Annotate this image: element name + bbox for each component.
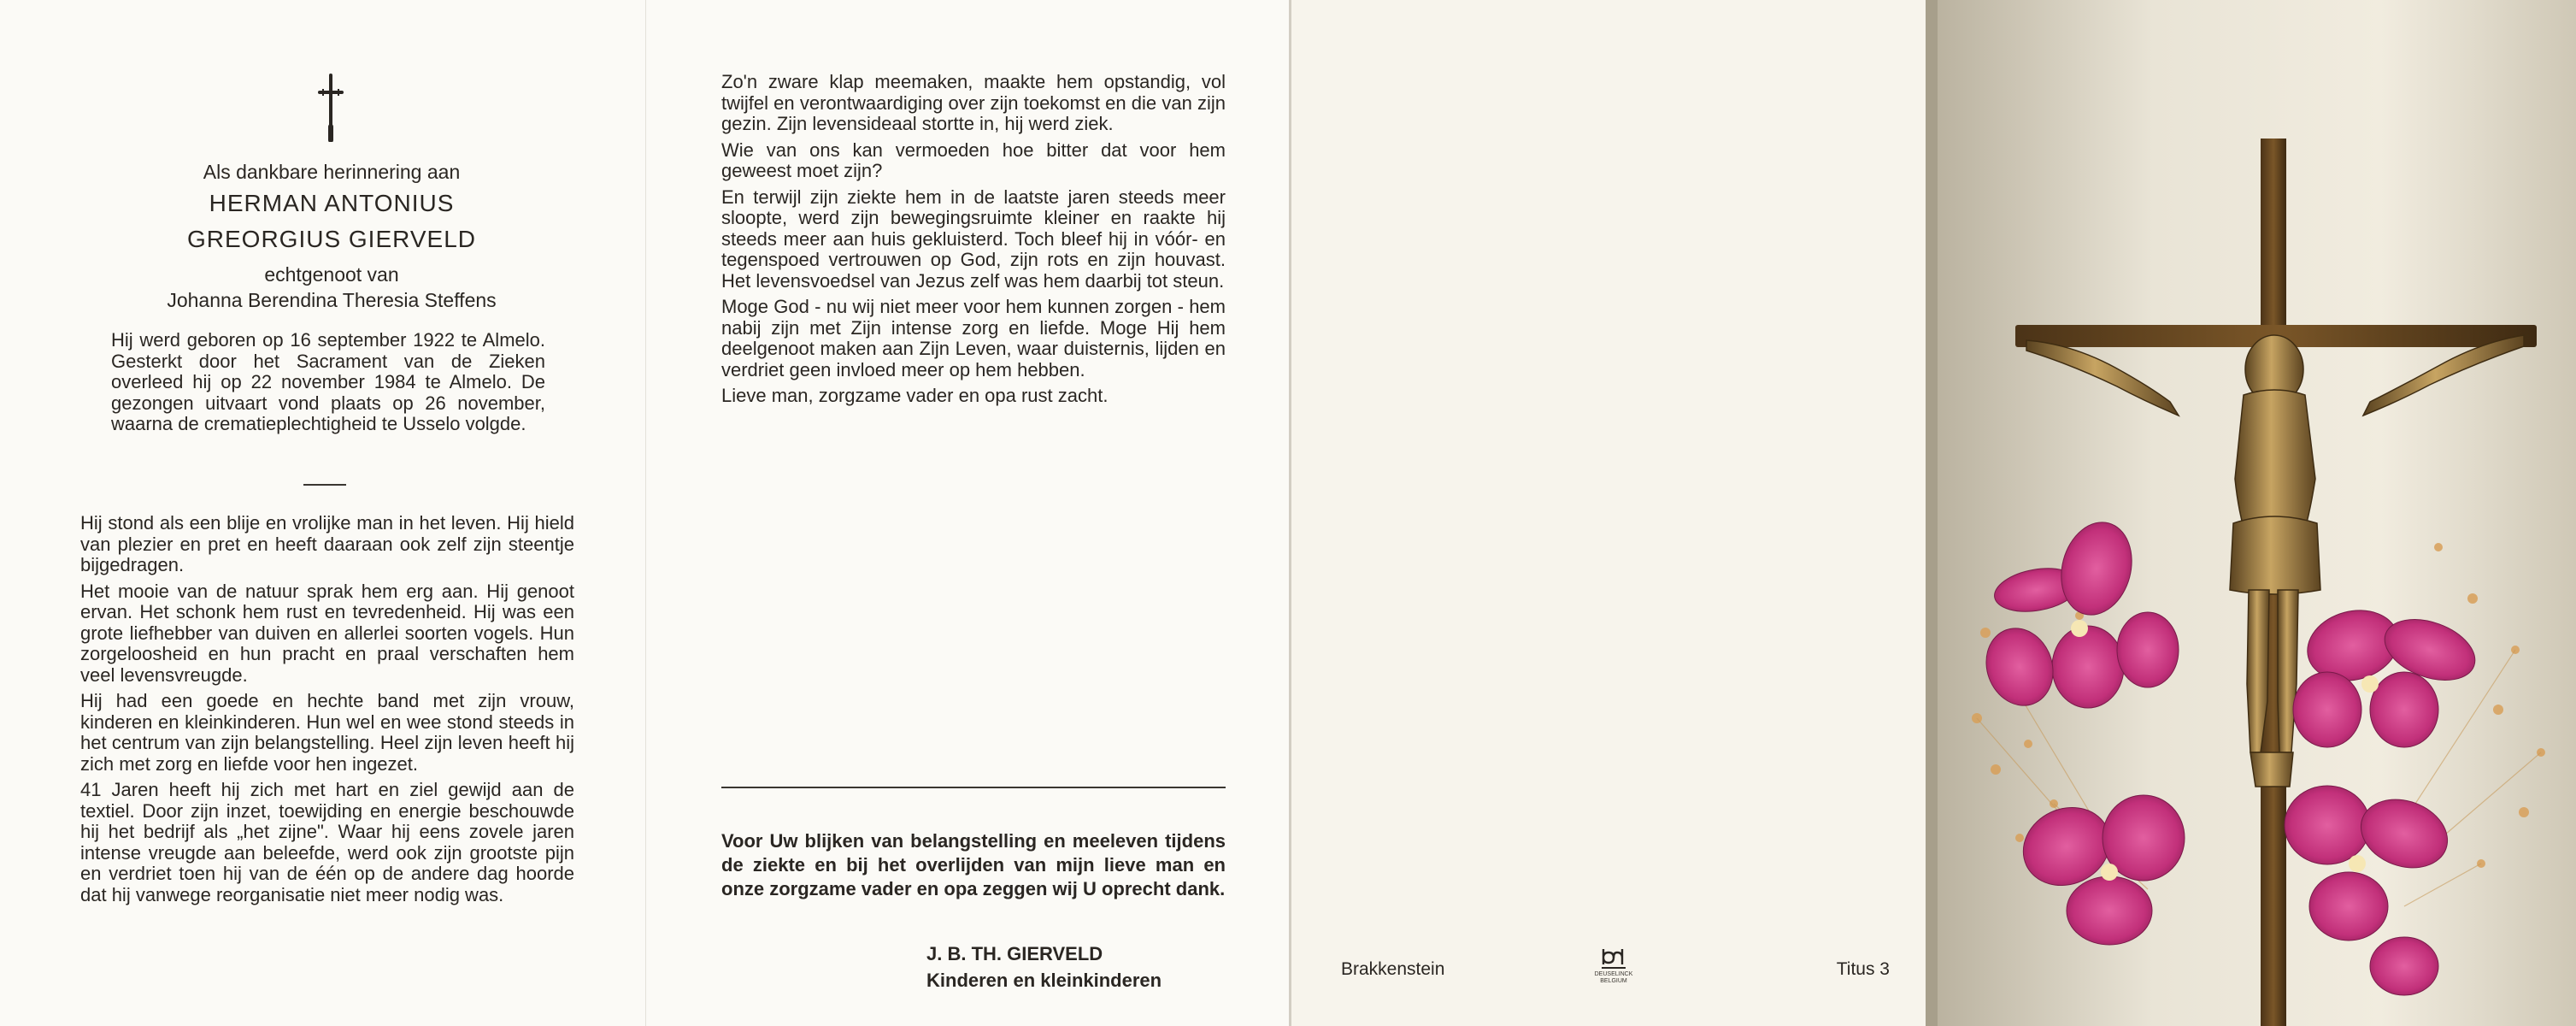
publisher-name: Brakkenstein bbox=[1341, 959, 1445, 979]
printer-logo-text: DEUSELINCK BELGIUM bbox=[1594, 971, 1633, 984]
memorial-header bbox=[77, 159, 586, 313]
spouse-label: echtgenoot van bbox=[264, 263, 399, 286]
thanks-text: Voor Uw blijken van belangstelling en meeleven tijdens de ziekte en bij het overlijden van mijn lieve man en onze zorgzame vader en opa zeggen wij U oprecht dank. bbox=[721, 830, 1226, 899]
story-paragraph: Lieve man, zorgzame vader en opa rust zacht. bbox=[721, 385, 1109, 406]
story-paragraph: Hij had een goede en hechte band met zijn vrouw, kinderen en kleinkinderen. Hun wel en wee stond steeds in het centrum van zijn belangstelling. Heel zijn leven heeft hij zich met zorg en liefde voor hen ingezet. bbox=[80, 690, 574, 775]
crucifix-photo bbox=[1926, 0, 2576, 1026]
card-panel-front bbox=[0, 0, 646, 1026]
story-paragraph: Hij stond als een blije en vrolijke man in het leven. Hij hield van plezier en pret en heeft daaraan ook zelf zijn steentje bijgedragen. bbox=[80, 512, 574, 575]
story-paragraph: Het mooie van de natuur sprak hem erg aan. Hij genoot ervan. Het schonk hem rust en tevredenheid. Hij was een grote liefhebber van duiven en allerlei soorten vogels. Hun zorgeloosheid en hun pracht en praal verschaften hem veel levensvreugde. bbox=[80, 580, 574, 686]
story-paragraph: Moge God - nu wij niet meer voor hem kunnen zorgen - hem nabij zijn met Zijn intense zorg en liefde. Moge Hij hem deelgenoot maken aan Zijn Leven, waar duisternis, lijden en verdriet geen invloed meer op hem hebben. bbox=[721, 296, 1226, 380]
divider bbox=[721, 787, 1226, 788]
deceased-name-line1: HERMAN ANTONIUS bbox=[209, 190, 455, 216]
bio-paragraph: Hij werd geboren op 16 september 1922 te Almelo. Gesterkt door het Sacrament van de Zieken overleed hij op 22 november 1984 te Almelo. De gezongen uitvaart vond plaats op 26 november, waarna de crematieplechtigheid te Usselo volgde. bbox=[111, 329, 545, 434]
printer-logo-icon bbox=[1592, 946, 1635, 985]
card-panel-inside bbox=[646, 0, 1289, 1026]
spouse-name: Johanna Berendina Theresia Steffens bbox=[167, 289, 497, 311]
story-left bbox=[80, 513, 574, 911]
story-paragraph: Wie van ons kan vermoeden hoe bitter dat voor hem geweest moet zijn? bbox=[721, 139, 1226, 181]
signature-family: Kinderen en kleinkinderen bbox=[926, 970, 1162, 991]
story-paragraph: 41 Jaren heeft hij zich met hart en ziel gewijd aan de textiel. Door zijn inzet, toewijding en energie beschouwde hij het bedrijf als „het zijne". Waar hij eens zovele jaren intense vreugde aan beleefde, werd ook zijn grootste pijn en verdriet toen hij van de één op de andere dag hoorde dat hij vanwege reorganisatie niet meer nodig was. bbox=[80, 779, 574, 905]
signature-name: J. B. TH. GIERVELD bbox=[926, 943, 1103, 964]
series-label: Titus 3 bbox=[1836, 959, 1890, 979]
story-paragraph: Zo'n zware klap meemaken, maakte hem opstandig, vol twijfel en verontwaardiging over zijn toekomst en die van zijn gezin. Zijn levensideaal stortte in, hij werd ziek. bbox=[721, 71, 1226, 134]
story-paragraph: En terwijl zijn ziekte hem in de laatste jaren steeds meer sloopte, werd zijn bewegingsruimte kleiner en raakte hij steeds meer aan huis gekluisterd. Toch bleef hij in vóór- en tegenspoed vertrouwen op God, zijn rots en zijn houvast. Het levensvoedsel van Jezus zelf was hem daarbij tot steun. bbox=[721, 186, 1226, 292]
card-panel-back bbox=[1289, 0, 1926, 1026]
story-right bbox=[721, 72, 1226, 412]
signature-block bbox=[926, 940, 1217, 994]
crucifix-image bbox=[1926, 0, 2576, 1026]
divider bbox=[303, 484, 346, 486]
intro-text: Als dankbare herinnering aan bbox=[203, 161, 461, 183]
printer-logo-icon bbox=[1598, 946, 1629, 971]
cross-icon bbox=[316, 74, 345, 142]
deceased-name-line2: GREORGIUS GIERVELD bbox=[186, 226, 476, 252]
